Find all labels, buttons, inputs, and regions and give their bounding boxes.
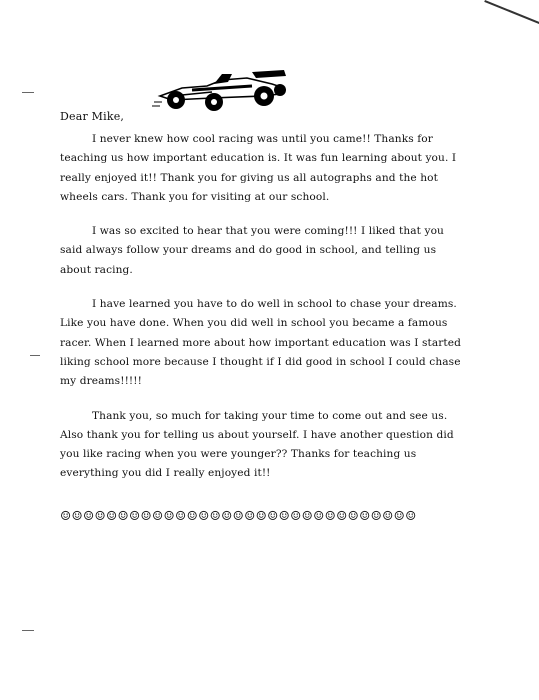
scan-mark: [22, 92, 34, 93]
smiley-row: ☺☺☺☺☺☺☺☺☺☺☺☺☺☺☺☺☺☺☺☺☺☺☺☺☺☺☺☺☺☺☺: [60, 508, 417, 523]
scan-mark: [30, 355, 40, 356]
letter-body: [60, 130, 468, 499]
paragraph: Thank you, so much for taking your time to come out and see us. Also thank you for telling us about yourself. I have another question did you like racing when you were younger?? Thanks for teaching us everything you did I really enjoyed it!!: [60, 409, 454, 480]
paragraph: I have learned you have to do well in school to chase your dreams. Like you have done. When you did well in school you became a famous racer. When I learned more about how important education was I started liking school more because I thought if I did good in school I could chase my dreams!!!!!: [60, 298, 462, 388]
race-car-icon: [152, 66, 292, 112]
paragraph: I never knew how cool racing was until you came!! Thanks for teaching us how important education is. It was fun learning about you. I really enjoyed it!! Thank you for giving us all autographs and the hot wheels cars. Thank you for visiting at our school.: [60, 133, 457, 203]
paragraph: I was so excited to hear that you were coming!!! I liked that you said always follow your dreams and do good in school, and telling us about racing.: [60, 225, 444, 276]
scan-artifact-line: [484, 0, 539, 24]
scan-mark: [22, 630, 34, 631]
salutation: Dear Mike,: [60, 110, 125, 123]
